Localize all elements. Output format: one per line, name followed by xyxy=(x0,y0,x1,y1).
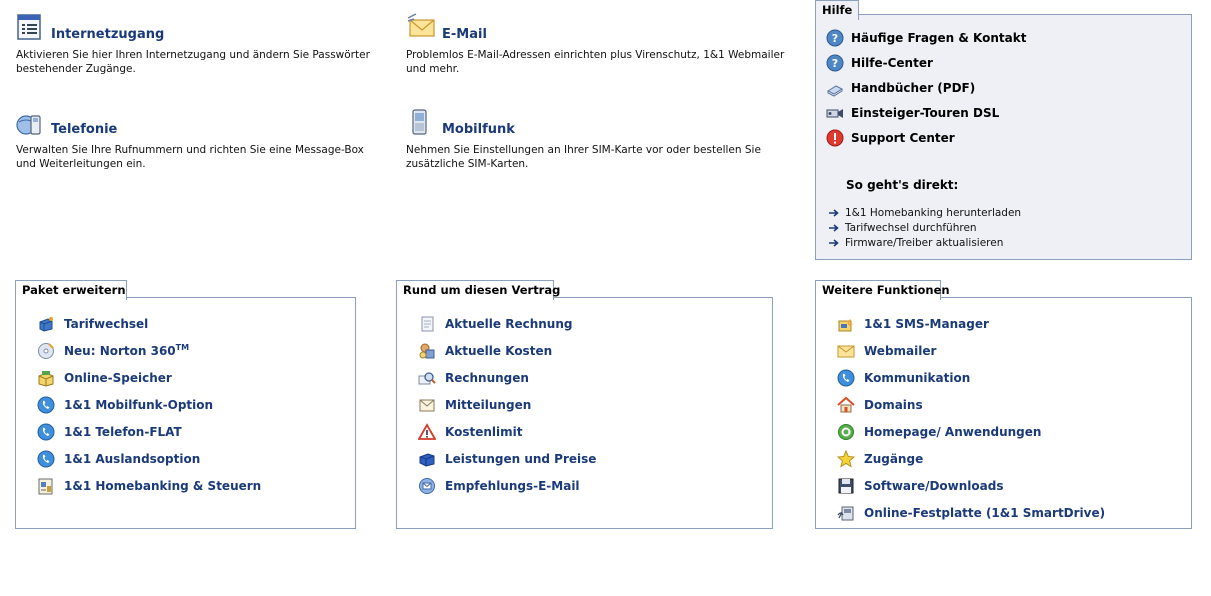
telephony-icon xyxy=(15,110,43,138)
weitere-item-webmailer[interactable]: Webmailer xyxy=(837,337,1105,364)
tile-mobilfunk-title[interactable]: Mobilfunk xyxy=(442,122,515,137)
sms-manager-icon xyxy=(837,315,855,333)
vertrag-item-aktuelle-kosten[interactable]: Aktuelle Kosten xyxy=(418,337,596,364)
tile-mobilfunk-desc: Nehmen Sie Einstellungen an Ihrer SIM-Karte vor oder bestellen Sie zusätzliche SIM-Karten. xyxy=(406,144,761,170)
help-icon xyxy=(826,29,844,47)
weitere-item-kommunikation[interactable]: Kommunikation xyxy=(837,364,1105,391)
paket-item-auslandsoption[interactable]: 1&1 Auslandsoption xyxy=(37,445,261,472)
floppy-disk-icon xyxy=(837,477,855,495)
tile-internetzugang-desc: Aktivieren Sie hier Ihren Internetzugang und ändern Sie Passwörter bestehender Zugänge. xyxy=(16,49,370,75)
home-icon xyxy=(837,396,855,414)
email-icon xyxy=(406,12,438,40)
phone-icon xyxy=(837,369,855,387)
weitere-item-domains[interactable]: Domains xyxy=(837,391,1105,418)
paket-item-norton[interactable]: Neu: Norton 360™ xyxy=(37,337,261,364)
paket-item-online-speicher[interactable]: Online-Speicher xyxy=(37,364,261,391)
hilfe-links xyxy=(826,25,1026,150)
tile-internetzugang-title[interactable]: Internetzugang xyxy=(51,27,165,42)
phone-icon xyxy=(37,450,55,468)
vertrag-links xyxy=(418,310,596,499)
phone-icon xyxy=(37,396,55,414)
direkt-title: So geht's direkt: xyxy=(846,178,959,192)
paket-item-tarifwechsel[interactable]: Tarifwechsel xyxy=(37,310,261,337)
vertrag-item-mitteilungen[interactable]: Mitteilungen xyxy=(418,391,596,418)
hilfe-item-hilfe-center[interactable]: ? Hilfe-Center xyxy=(826,50,1026,75)
weitere-item-software[interactable]: Software/Downloads xyxy=(837,472,1105,499)
paket-tab: Paket erweitern xyxy=(15,280,127,300)
hilfe-item-faq[interactable]: ? Häufige Fragen & Kontakt xyxy=(826,25,1026,50)
paket-item-homebanking[interactable]: 1&1 Homebanking & Steuern xyxy=(37,472,261,499)
internet-access-icon xyxy=(16,13,44,41)
phone-icon xyxy=(37,423,55,441)
costs-icon xyxy=(418,342,436,360)
mobile-phone-icon xyxy=(406,108,434,136)
homebanking-icon xyxy=(37,477,55,495)
search-invoices-icon xyxy=(418,369,436,387)
arrow-right-icon xyxy=(829,238,839,248)
weitere-links xyxy=(837,310,1105,526)
svg-text:?: ? xyxy=(831,31,839,45)
help-icon xyxy=(826,54,844,72)
storage-box-icon xyxy=(37,369,55,387)
camera-icon xyxy=(826,104,844,122)
vertrag-tab: Rund um diesen Vertrag xyxy=(396,280,554,300)
vertrag-item-empfehlungs-email[interactable]: Empfehlungs-E-Mail xyxy=(418,472,596,499)
gear-icon xyxy=(837,423,855,441)
paket-item-telefon-flat[interactable]: 1&1 Telefon-FLAT xyxy=(37,418,261,445)
direkt-links xyxy=(829,205,1021,250)
tile-telefonie-desc: Verwalten Sie Ihre Rufnummern und richten Sie eine Message-Box und Weiterleitungen ein. xyxy=(16,144,364,170)
paket-links xyxy=(37,310,261,499)
paket-item-mobilfunk-option[interactable]: 1&1 Mobilfunk-Option xyxy=(37,391,261,418)
direkt-item-tarifwechsel[interactable]: Tarifwechsel durchführen xyxy=(829,220,1021,235)
vertrag-box xyxy=(396,297,773,529)
weitere-tab: Weitere Funktionen xyxy=(815,280,941,300)
vertrag-item-aktuelle-rechnung[interactable]: Aktuelle Rechnung xyxy=(418,310,596,337)
vertrag-item-kostenlimit[interactable]: Kostenlimit xyxy=(418,418,596,445)
arrow-right-icon xyxy=(829,223,839,233)
recommend-email-icon xyxy=(418,477,436,495)
star-icon xyxy=(837,450,855,468)
weitere-box xyxy=(815,297,1192,529)
hilfe-box xyxy=(815,14,1192,260)
tile-email-title[interactable]: E-Mail xyxy=(442,27,487,42)
paket-box xyxy=(15,297,356,529)
vertrag-item-leistungen[interactable]: Leistungen und Preise xyxy=(418,445,596,472)
norton-cd-icon xyxy=(37,342,55,360)
direkt-item-homebanking[interactable]: 1&1 Homebanking herunterladen xyxy=(829,205,1021,220)
tile-email-desc: Problemlos E-Mail-Adressen einrichten plus Virenschutz, 1&1 Webmailer und mehr. xyxy=(406,49,785,75)
box-blue-icon xyxy=(418,450,436,468)
hilfe-item-handbuecher[interactable]: Handbücher (PDF) xyxy=(826,75,1026,100)
direkt-item-firmware[interactable]: Firmware/Treiber aktualisieren xyxy=(829,235,1021,250)
smartdrive-icon xyxy=(837,504,855,522)
svg-text:?: ? xyxy=(831,56,839,70)
warning-icon xyxy=(418,423,436,441)
weitere-item-sms-manager[interactable]: 1&1 SMS-Manager xyxy=(837,310,1105,337)
hilfe-item-support-center[interactable]: Support Center xyxy=(826,125,1026,150)
weitere-item-smartdrive[interactable]: Online-Festplatte (1&1 SmartDrive) xyxy=(837,499,1105,526)
message-icon xyxy=(418,396,436,414)
weitere-item-homepage[interactable]: Homepage/ Anwendungen xyxy=(837,418,1105,445)
weitere-item-zugaenge[interactable]: Zugänge xyxy=(837,445,1105,472)
tile-telefonie-title[interactable]: Telefonie xyxy=(51,122,118,137)
hilfe-item-einsteiger-touren[interactable]: Einsteiger-Touren DSL xyxy=(826,100,1026,125)
vertrag-item-rechnungen[interactable]: Rechnungen xyxy=(418,364,596,391)
alert-icon xyxy=(826,129,844,147)
hilfe-tab: Hilfe xyxy=(815,0,859,20)
arrow-right-icon xyxy=(829,208,839,218)
envelope-icon xyxy=(837,342,855,360)
invoice-icon xyxy=(418,315,436,333)
manual-icon xyxy=(826,79,844,97)
box-blue-icon xyxy=(37,315,55,333)
